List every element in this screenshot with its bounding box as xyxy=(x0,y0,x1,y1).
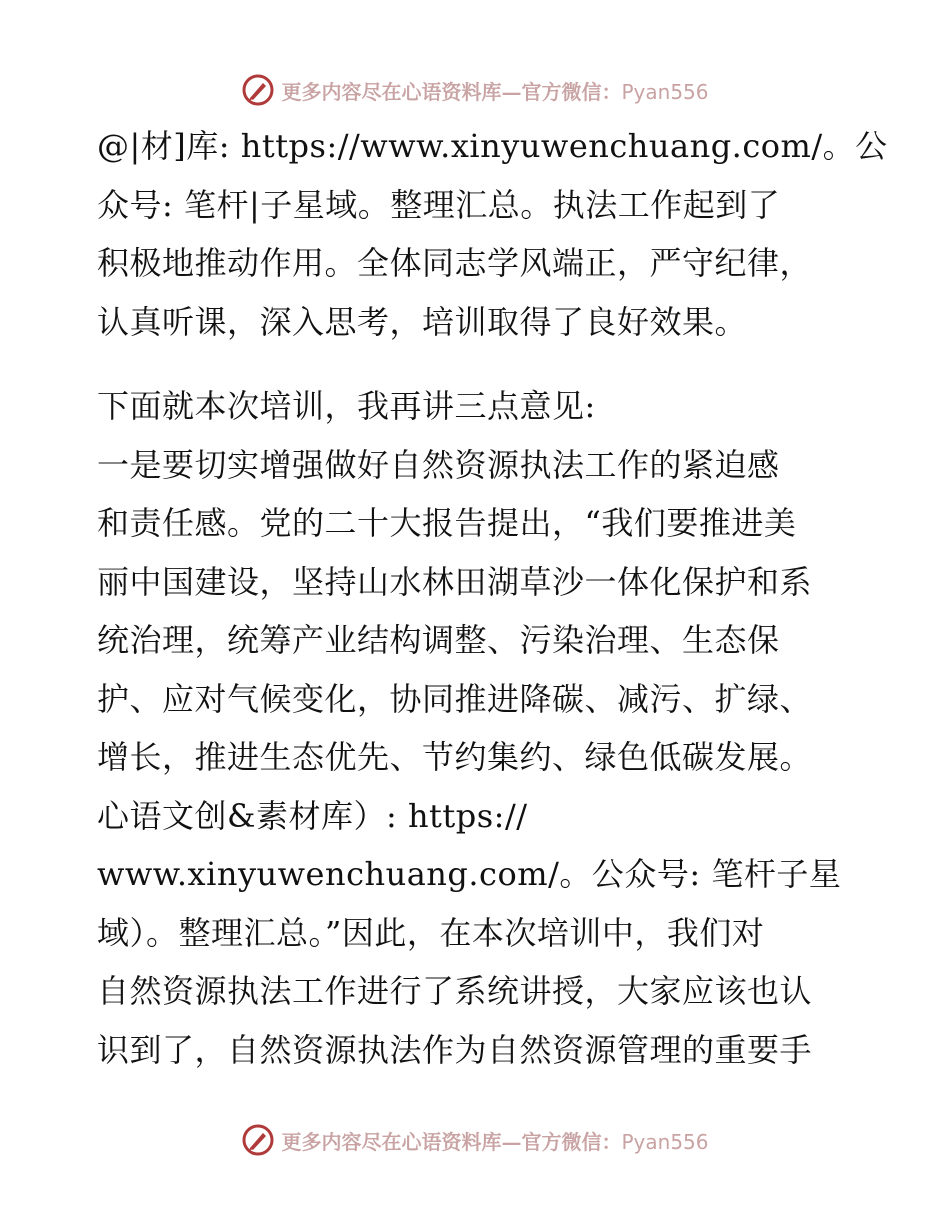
text-line: 认真听课，深入思考，培训取得了良好效果。 xyxy=(97,302,748,341)
text-line: 护、应对气候变化，协同推进降碳、减污、扩绿、 xyxy=(97,679,813,718)
header-banner-text: 更多内容尽在心语资料库—官方微信：Pyan556 xyxy=(281,79,709,104)
text-line: www.xinyuwenchuang.com/。公众号: 笔杆子星 xyxy=(97,855,842,893)
text-line: 和责任感。党的二十大报告提出，“我们要推进美 xyxy=(97,504,797,542)
text-line: 丽中国建设，坚持山水林田湖草沙一体化保护和系 xyxy=(97,562,813,601)
footer-wechat-id: Pyan556 xyxy=(621,1129,709,1154)
text-line: 心语文创&素材库）: https:// xyxy=(97,796,528,835)
text-line: 众号: 笔杆|子星域。整理汇总。执法工作起到了 xyxy=(97,185,781,224)
paragraph-gap xyxy=(97,351,857,377)
pen-seal-logo-icon xyxy=(241,73,275,107)
text-line: @|材]库: https://www.xinyuwenchuang.com/。公 xyxy=(97,127,888,165)
footer-banner-text: 更多内容尽在心语资料库—官方微信：Pyan556 xyxy=(281,1129,709,1154)
text-line: 识到了，自然资源执法作为自然资源管理的重要手 xyxy=(97,1030,813,1069)
header-wechat-id: Pyan556 xyxy=(621,79,709,104)
header-banner xyxy=(0,70,950,110)
text-line: 统治理，统筹产业结构调整、污染治理、生态保 xyxy=(97,621,780,659)
text-line: 增长，推进生态优先、节约集约、绿色低碳发展。 xyxy=(97,738,813,776)
document-body xyxy=(97,117,888,1079)
pen-seal-logo-icon xyxy=(241,1123,275,1157)
text-line: 积极地推动作用。全体同志学风端正，严守纪律， xyxy=(97,244,813,282)
text-line: 自然资源执法工作进行了系统讲授，大家应该也认 xyxy=(97,972,813,1010)
text-line: 一是要切实增强做好自然资源执法工作的紧迫感 xyxy=(97,445,780,484)
footer-banner xyxy=(0,1120,950,1160)
text-line: 域）。整理汇总。”因此，在本次培训中，我们对 xyxy=(97,913,765,952)
text-line: 下面就本次培训，我再讲三点意见: xyxy=(97,387,596,425)
